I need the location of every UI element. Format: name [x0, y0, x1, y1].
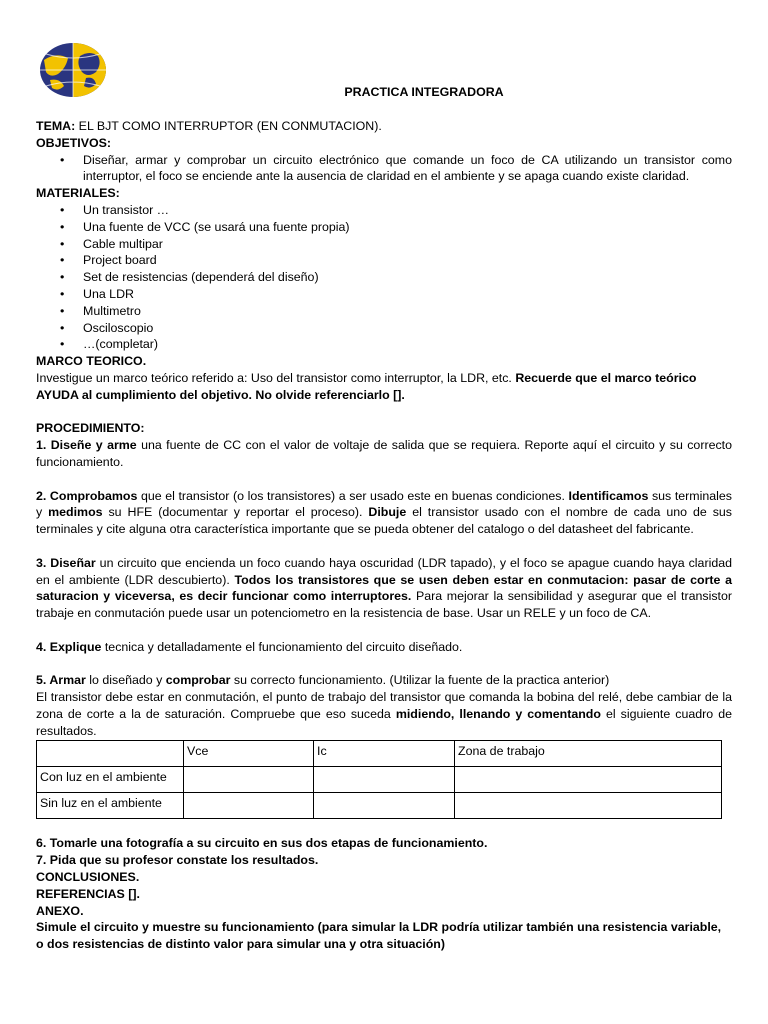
step-3	[36, 555, 732, 622]
anexo-heading: ANEXO.	[36, 903, 84, 918]
step-1	[36, 437, 732, 471]
list-item: • Una fuente de VCC (se usará una fuente propia)	[36, 219, 732, 236]
conclusiones-heading: CONCLUSIONES.	[36, 870, 140, 885]
step-5-bold: comprobar	[165, 673, 231, 688]
step-1-lead: 1. Diseñe y arme	[36, 438, 137, 453]
step-4	[36, 639, 732, 656]
step-5-detail-bold: midiendo, llenando y comentando	[395, 706, 601, 721]
table-cell[interactable]	[184, 767, 314, 793]
step-3-lead: 3. Diseñar	[36, 555, 96, 570]
step-2-text: sus terminales y	[36, 488, 732, 520]
document-title: PRACTICA INTEGRADORA	[344, 85, 504, 99]
list-item: • Un transistor …	[36, 202, 732, 219]
list-item: • Project board	[36, 252, 732, 269]
table-cell[interactable]	[314, 767, 455, 793]
anexo-text: Simule el circuito y muestre su funcionamiento (para simular la LDR podría utilizar también una resistencia variable, o dos resistencias de distinto valor para simular una y otra situación)	[36, 920, 722, 952]
referencias-heading: REFERENCIAS [].	[36, 886, 140, 901]
list-item: • Set de resistencias (dependerá del diseño)	[36, 269, 732, 286]
list-item: • Osciloscopio	[36, 320, 732, 337]
table-cell[interactable]	[184, 793, 314, 819]
marco-text: Investigue un marco teórico referido a: Uso del transistor como interruptor, la LDR, etc.	[36, 370, 516, 385]
marco-heading: MARCO TEORICO.	[36, 354, 147, 369]
step-5-text: su correcto funcionamiento. (Utilizar la fuente de la practica anterior)	[230, 673, 610, 688]
materiales-list	[36, 202, 732, 353]
step-5-detail-text: El transistor debe estar en conmutación, el punto de trabajo del transistor que comanda la bobina del relé, debe cambiar de la zona de corte a la de saturación. Compruebe que eso suceda	[36, 690, 732, 721]
step-4-text: tecnica y detalladamente el funcionamiento del circuito diseñado.	[101, 639, 463, 654]
marco-paragraph	[36, 370, 732, 404]
table-cell: Con luz en el ambiente	[37, 767, 184, 793]
table-header-row	[37, 741, 722, 767]
table-cell[interactable]	[314, 793, 455, 819]
step-5	[36, 672, 732, 689]
step-5-detail-text: el siguiente cuadro de resultados.	[36, 706, 732, 738]
step-5-lead: 5. Armar	[36, 673, 86, 688]
list-item: • Una LDR	[36, 286, 732, 303]
tema-text: EL BJT COMO INTERRUPTOR (EN CONMUTACION).	[75, 119, 382, 133]
tema-label: TEMA:	[36, 119, 76, 133]
objetivos-list	[36, 152, 732, 186]
table-row	[37, 793, 722, 819]
step-2-text: su HFE (documentar y reportar el proceso).	[102, 505, 369, 520]
materiales-heading: MATERIALES:	[36, 186, 120, 201]
list-item: • Multimetro	[36, 303, 732, 320]
step-1-text: una fuente de CC con el valor de voltaje de salida que se requiera. Reporte aquí el circuito y su correcto funcionamiento.	[36, 438, 733, 469]
step-2	[36, 488, 732, 538]
table-header-cell: Vce	[184, 741, 314, 767]
table-header-cell: Zona de trabajo	[455, 741, 722, 767]
table-row	[37, 767, 722, 793]
step-7: 7. Pida que su profesor constate los resultados.	[36, 853, 319, 868]
step-2-lead: 2. Comprobamos	[36, 488, 138, 503]
document-body	[36, 118, 732, 953]
step-3-text: Para mejorar la sensibilidad y asegurar que el transistor trabaje en conmutación puede usar un potenciometro en la resistencia de base. Usar un RELE y un foco de CA.	[36, 589, 732, 621]
step-2-text: el transistor usado con el nombre de cada uno de sus terminales y cite alguna otra característica importante que se pueda obtener del catalogo o del datasheet del fabricante.	[36, 505, 733, 537]
step-3-text: un circuito que encienda un foco cuando haya oscuridad (LDR tapado), y el foco se apague cuando haya claridad en el ambiente (LDR descubierto).	[36, 555, 732, 587]
objetivos-heading: OBJETIVOS:	[36, 135, 112, 150]
step-2-bold: Dibuje	[368, 505, 407, 520]
results-table	[36, 740, 722, 819]
table-cell: Sin luz en el ambiente	[37, 793, 184, 819]
list-item: • …(completar)	[36, 336, 732, 353]
marco-bold: Recuerde que el marco teórico AYUDA al cumplimiento del objetivo. No olvide referenciarlo [].	[36, 370, 697, 402]
step-2-bold: medimos	[48, 505, 103, 520]
step-5-text: lo diseñado y	[85, 673, 166, 688]
table-header-cell: Ic	[314, 741, 455, 767]
table-cell[interactable]	[455, 793, 722, 819]
list-item: • Diseñar, armar y comprobar un circuito electrónico que comande un foco de CA utilizando un transistor como interruptor, el foco se enciende ante la ausencia de claridad en el ambiente y se apaga cuando existe claridad.	[36, 152, 732, 186]
step-5-detail	[36, 689, 732, 739]
procedimiento-heading: PROCEDIMIENTO:	[36, 421, 145, 436]
step-6: 6. Tomarle una fotografía a su circuito en sus dos etapas de funcionamiento.	[36, 836, 488, 851]
step-2-text: que el transistor (o los transistores) a ser usado este en buenas condiciones.	[137, 488, 569, 503]
step-2-bold: Identificamos	[568, 488, 649, 503]
table-cell[interactable]	[455, 767, 722, 793]
tema-line	[36, 118, 732, 135]
step-3-bold: Todos los transistores que se usen deben estar en conmutacion: pasar de corte a saturacion y viceversa, es decir funcionar como interruptores.	[36, 572, 733, 604]
step-4-lead: 4. Explique	[36, 639, 102, 654]
table-header-cell	[37, 741, 184, 767]
list-item: • Cable multipar	[36, 236, 732, 253]
